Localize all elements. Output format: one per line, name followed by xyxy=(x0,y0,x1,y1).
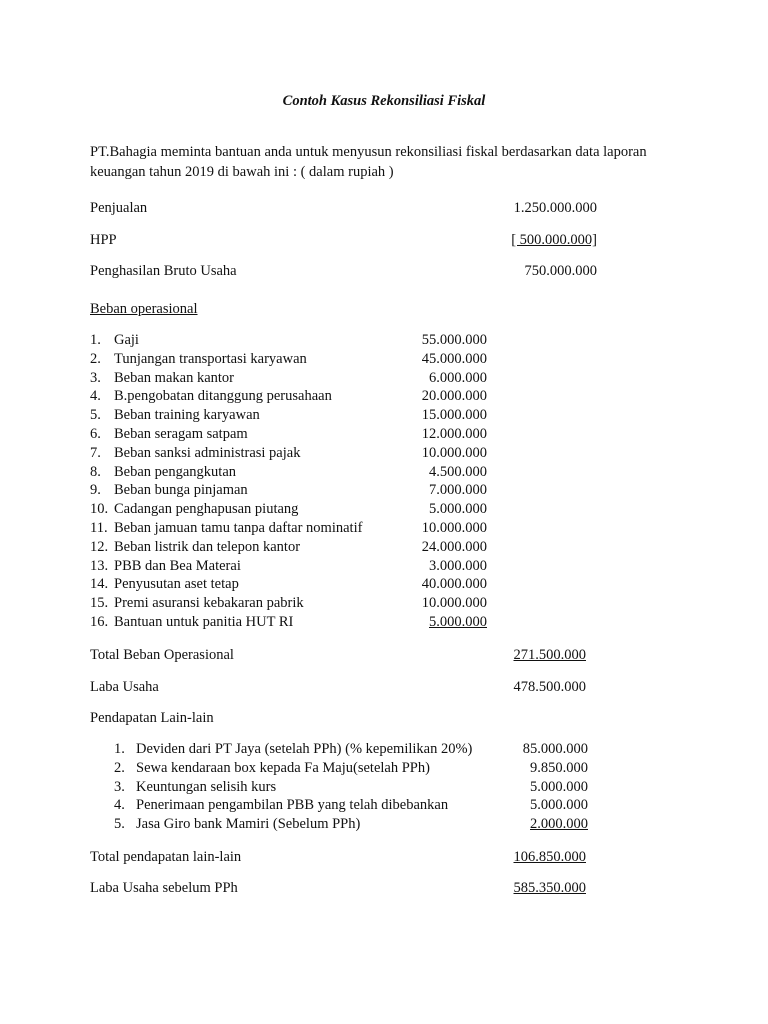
item-amount: 4.500.000 xyxy=(429,463,487,480)
item-number: 5. xyxy=(114,816,125,833)
list-item xyxy=(90,575,490,594)
item-number: 11. xyxy=(90,519,108,536)
item-amount: 10.000.000 xyxy=(421,519,487,536)
item-number: 7. xyxy=(90,444,101,461)
item-amount: 55.000.000 xyxy=(421,332,487,348)
laba-sebelum-pph-value: 585.350.000 xyxy=(513,880,586,896)
laba-sebelum-pph-label: Laba Usaha sebelum PPh xyxy=(90,880,238,896)
beban-heading: Beban operasional xyxy=(90,301,198,317)
item-label: B.pengobatan ditanggung perusahaan xyxy=(114,388,332,405)
item-number: 4. xyxy=(90,388,101,405)
list-item xyxy=(90,463,490,482)
item-number: 10. xyxy=(90,501,109,518)
laba-usaha-label: Laba Usaha xyxy=(90,679,159,695)
item-number: 6. xyxy=(90,425,101,442)
beban-list xyxy=(90,331,490,632)
penjualan-label: Penjualan xyxy=(90,200,148,216)
item-number: 14. xyxy=(90,576,109,593)
item-number: 3. xyxy=(90,369,101,386)
bruto-value: 750.000.000 xyxy=(524,263,597,279)
item-amount: 10.000.000 xyxy=(421,444,487,461)
list-item xyxy=(90,481,490,500)
document-title: Contoh Kasus Rekonsiliasi Fiskal xyxy=(282,93,486,109)
list-item xyxy=(90,444,490,463)
item-number: 4. xyxy=(114,797,125,814)
list-item xyxy=(90,538,490,557)
list-item xyxy=(90,425,490,444)
item-label: Penyusutan aset tetap xyxy=(114,576,239,593)
item-number: 1. xyxy=(90,332,101,348)
item-amount: 2.000.000 xyxy=(530,816,588,833)
item-amount: 9.850.000 xyxy=(530,759,588,776)
item-label: Beban listrik dan telepon kantor xyxy=(114,538,301,555)
bruto-label: Penghasilan Bruto Usaha xyxy=(90,263,237,279)
list-item xyxy=(90,406,490,425)
item-amount: 12.000.000 xyxy=(421,425,487,442)
total-lain-value: 106.850.000 xyxy=(513,849,586,865)
item-label: Beban training karyawan xyxy=(114,407,260,424)
item-number: 3. xyxy=(114,778,125,795)
lain-list xyxy=(114,740,588,834)
item-label: Cadangan penghapusan piutang xyxy=(114,501,299,518)
item-amount: 85.000.000 xyxy=(522,741,588,757)
lain-heading: Pendapatan Lain-lain xyxy=(90,710,214,726)
item-number: 12. xyxy=(90,538,109,555)
item-number: 8. xyxy=(90,463,101,480)
list-item xyxy=(90,500,490,519)
intro-paragraph: PT.Bahagia meminta bantuan anda untuk menyusun rekonsiliasi fiskal berdasarkan data laporan keuangan tahun 2019 di bawah ini : ( dalam rupiah ) xyxy=(90,144,647,180)
laba-usaha-value: 478.500.000 xyxy=(513,679,586,695)
item-amount: 24.000.000 xyxy=(421,538,487,555)
item-label: Gaji xyxy=(114,332,139,348)
item-number: 2. xyxy=(114,759,125,776)
total-beban-label: Total Beban Operasional xyxy=(90,647,234,663)
list-item xyxy=(90,350,490,369)
item-label: Keuntungan selisih kurs xyxy=(136,778,277,795)
item-label: Beban pengangkutan xyxy=(114,463,237,480)
total-beban-value: 271.500.000 xyxy=(513,647,586,663)
item-amount: 5.000.000 xyxy=(530,797,588,814)
item-label: Beban sanksi administrasi pajak xyxy=(114,444,301,461)
item-amount: 5.000.000 xyxy=(429,501,487,518)
item-amount: 5.000.000 xyxy=(530,778,588,795)
item-amount: 6.000.000 xyxy=(429,369,487,386)
item-number: 5. xyxy=(90,407,101,424)
item-label: Beban makan kantor xyxy=(114,369,234,386)
item-amount: 10.000.000 xyxy=(421,595,487,612)
item-number: 9. xyxy=(90,482,101,499)
list-item xyxy=(114,759,588,778)
item-label: Deviden dari PT Jaya (setelah PPh) (% kepemilikan 20%) xyxy=(136,741,473,757)
item-label: Bantuan untuk panitia HUT RI xyxy=(114,613,294,630)
item-label: Penerimaan pengambilan PBB yang telah dibebankan xyxy=(136,797,449,814)
list-item xyxy=(114,740,588,759)
item-amount: 15.000.000 xyxy=(421,407,487,424)
item-amount: 5.000.000 xyxy=(429,613,487,630)
list-item xyxy=(90,519,490,538)
penjualan-value: 1.250.000.000 xyxy=(513,200,597,216)
item-label: Beban jamuan tamu tanpa daftar nominatif xyxy=(114,519,363,536)
list-item xyxy=(90,557,490,576)
item-label: Sewa kendaraan box kepada Fa Maju(setelah PPh) xyxy=(136,759,430,776)
item-amount: 3.000.000 xyxy=(429,557,487,574)
list-item xyxy=(114,778,588,797)
item-number: 1. xyxy=(114,741,125,757)
list-item xyxy=(90,331,490,350)
item-amount: 7.000.000 xyxy=(429,482,487,499)
list-item xyxy=(114,815,588,834)
item-label: Jasa Giro bank Mamiri (Sebelum PPh) xyxy=(136,816,361,833)
item-number: 2. xyxy=(90,350,101,367)
list-item xyxy=(90,369,490,388)
list-item xyxy=(90,613,490,632)
item-label: PBB dan Bea Materai xyxy=(114,557,241,574)
item-number: 13. xyxy=(90,557,109,574)
item-amount: 45.000.000 xyxy=(421,350,487,367)
item-label: Beban bunga pinjaman xyxy=(114,482,248,499)
item-amount: 40.000.000 xyxy=(421,576,487,593)
item-label: Premi asuransi kebakaran pabrik xyxy=(114,595,304,612)
item-number: 16. xyxy=(90,613,109,630)
list-item xyxy=(90,594,490,613)
list-item xyxy=(90,387,490,406)
item-label: Beban seragam satpam xyxy=(114,425,248,442)
hpp-label: HPP xyxy=(90,232,117,248)
item-label: Tunjangan transportasi karyawan xyxy=(114,350,307,367)
list-item xyxy=(114,796,588,815)
item-amount: 20.000.000 xyxy=(421,388,487,405)
hpp-value: [ 500.000.000] xyxy=(511,232,597,248)
total-lain-label: Total pendapatan lain-lain xyxy=(90,849,242,865)
item-number: 15. xyxy=(90,595,109,612)
